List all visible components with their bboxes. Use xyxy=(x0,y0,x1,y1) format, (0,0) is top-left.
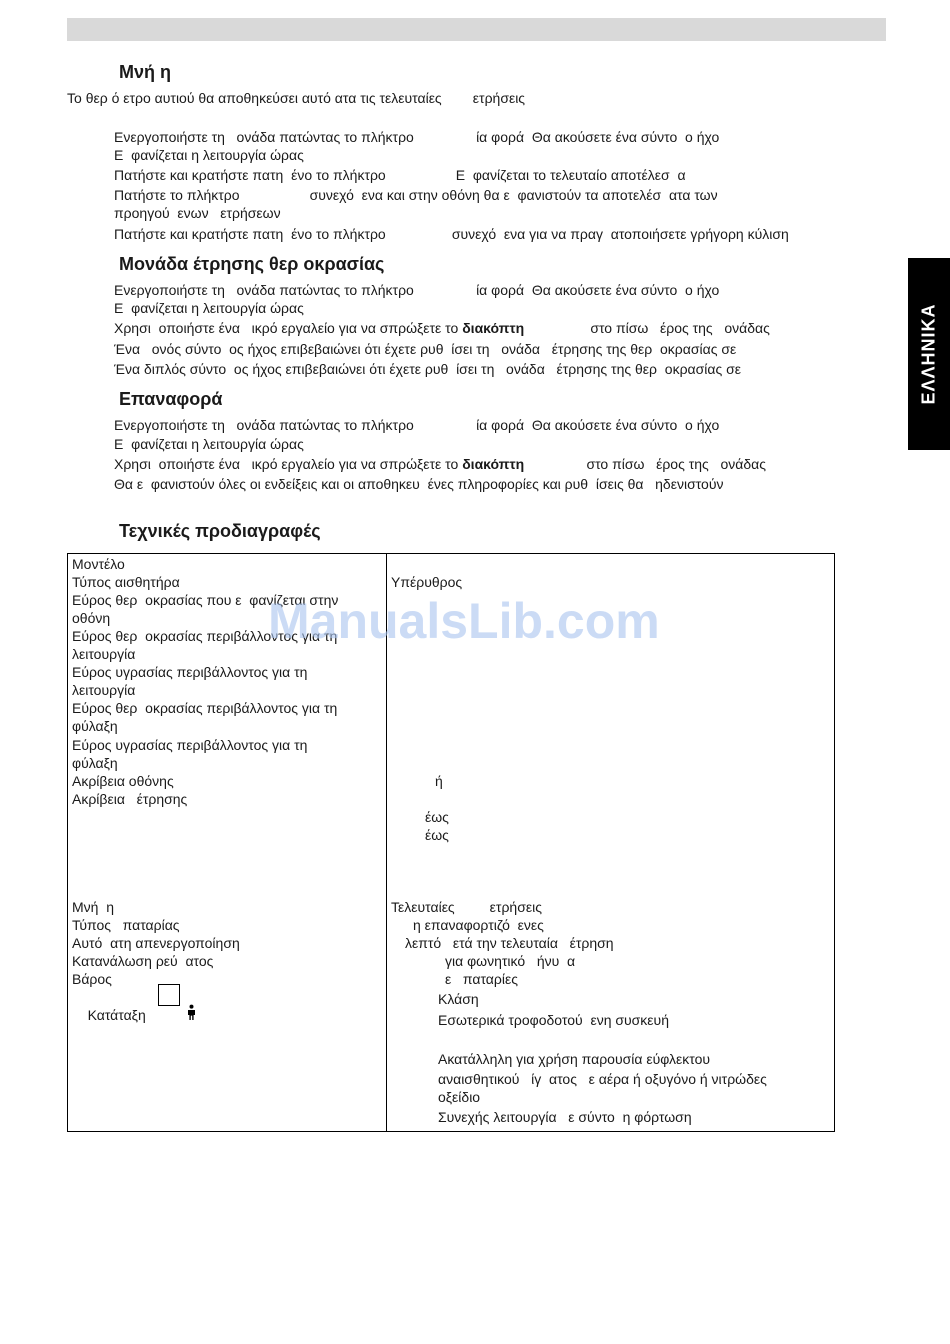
unit-heading: Μονάδα έτρησης θερ οκρασίας xyxy=(119,254,385,274)
reset-line-2: Ε φανίζεται η λειτουργία ώρας xyxy=(114,436,304,452)
memory-line-1: Ενεργοποιήστε τη ονάδα πατώντας το πλήκτρο ία φορά Θα ακούσετε ένα σύντο ο ήχο xyxy=(114,129,720,145)
spec-value-accuracy-range-2: έως xyxy=(425,827,449,843)
unit-line-3-pre: Χρησι οποιήστε ένα ικρό εργαλείο για να σπρώξετε το xyxy=(114,320,463,336)
reset-line-3-pre: Χρησι οποιήστε ένα ικρό εργαλείο για να σπρώξετε το xyxy=(114,456,463,472)
spec-label-measure-accuracy: Ακρίβεια έτρησης xyxy=(72,791,188,807)
spec-label-consumption: Κατανάλωση ρεύ ατος xyxy=(72,953,214,969)
spec-value-operation: Συνεχής λειτουργία ε σύντο η φόρτωση xyxy=(438,1109,692,1125)
spec-value-warning-1: Ακατάλληλη για χρήση παρουσία εύφλεκτου xyxy=(438,1051,711,1067)
spec-label-op-temp-2: λειτουργία xyxy=(72,646,136,662)
memory-line-6: Πατήστε και κρατήστε πατη ένο το πλήκτρο συνεχό ενα για να πραγ ατοποιήσετε γρήγορη κύλιση xyxy=(114,226,789,242)
reset-line-1: Ενεργοποιήστε τη ονάδα πατώντας το πλήκτρο ία φορά Θα ακούσετε ένα σύντο ο ήχο xyxy=(114,417,720,433)
spec-value-consumption: για φωνητικό ήνυ α xyxy=(445,953,576,969)
unit-line-3-post: στο πίσω έρος της ονάδας xyxy=(524,320,770,336)
spec-label-op-humidity-2: λειτουργία xyxy=(72,682,136,698)
spec-label-classification: Κατάταξη xyxy=(87,1007,146,1023)
spec-label-storage-humidity: Εύρος υγρασίας περιβάλλοντος για τη xyxy=(72,737,308,753)
unit-line-5: Ένα διπλός σύντο ος ήχος επιβεβαιώνει ότι έχετε ρυθ ίσει τη ονάδα έτρησης της θερ οκρασίας σε xyxy=(114,361,741,377)
spec-label-classification-row xyxy=(72,988,146,1060)
unit-line-4: Ένα ονός σύντο ος ήχος επιβεβαιώνει ότι έχετε ρυθ ίσει τη ονάδα έτρησης της θερ οκρασίας σε xyxy=(114,341,737,357)
unit-line-3 xyxy=(114,320,770,337)
spec-value-battery: η επαναφορτιζό ενες xyxy=(413,917,544,933)
spec-label-auto-off: Αυτό ατη απενεργοποίηση xyxy=(72,935,240,951)
memory-line-5: προηγού ενων ετρήσεων xyxy=(114,205,281,221)
reset-line-3-post: στο πίσω έρος της ονάδας xyxy=(524,456,766,472)
spec-label-display-range-2: οθόνη xyxy=(72,610,111,626)
header-bar xyxy=(67,18,886,41)
spec-value-warning-3: οξείδιο xyxy=(438,1089,481,1105)
spec-value-weight: ε παταρίες xyxy=(445,971,518,987)
spec-value-display-accuracy: ή xyxy=(435,773,443,789)
reset-line-3 xyxy=(114,456,766,473)
reset-line-4: Θα ε φανιστούν όλες οι ενδείξεις και οι αποθηκευ ένες πληροφορίες και ρυθ ίσεις θα ηδενιστούν xyxy=(114,476,724,492)
spec-label-sensor: Τύπος αισθητήρα xyxy=(72,574,180,590)
spec-value-accuracy-range-1: έως xyxy=(425,809,449,825)
spec-value-sensor: Υπέρυθρος xyxy=(391,574,463,590)
unit-line-2: Ε φανίζεται η λειτουργία ώρας xyxy=(114,300,304,316)
memory-intro: Το θερ ό ετρο αυτιού θα αποθηκεύσει αυτό ατα τις τελευταίες ετρήσεις xyxy=(67,90,526,106)
spec-label-display-range: Εύρος θερ οκρασίας που ε φανίζεται στην xyxy=(72,592,339,608)
spec-label-memory: Μνή η xyxy=(72,899,115,915)
reset-heading: Επαναφορά xyxy=(119,389,223,409)
spec-value-power: Εσωτερικά τροφοδοτού ενη συσκευή xyxy=(438,1012,669,1028)
spec-label-storage-temp-2: φύλαξη xyxy=(72,718,118,734)
spec-label-model: Μοντέλο xyxy=(72,556,125,572)
language-tab xyxy=(908,258,950,450)
spec-value-warning-2: αναισθητικού ίγ ατος ε αέρα ή οξυγόνο ή νιτρώδες xyxy=(438,1071,767,1087)
spec-value-class: Κλάση xyxy=(438,991,479,1007)
language-tab-label: ΕΛΛΗΝΙΚΑ xyxy=(918,303,939,405)
spec-label-op-humidity: Εύρος υγρασίας περιβάλλοντος για τη xyxy=(72,664,308,680)
unit-line-1: Ενεργοποιήστε τη ονάδα πατώντας το πλήκτρο ία φορά Θα ακούσετε ένα σύντο ο ήχο xyxy=(114,282,720,298)
spec-label-storage-humidity-2: φύλαξη xyxy=(72,755,118,771)
memory-heading: Μνή η xyxy=(119,62,171,82)
spec-value-memory: Τελευταίες ετρήσεις xyxy=(391,899,542,915)
memory-line-4: Πατήστε το πλήκτρο συνεχό ενα και στην οθόνη θα ε φανιστούν τα αποτελέσ ατα των xyxy=(114,187,718,203)
unit-switch-label: διακόπτη xyxy=(462,320,525,336)
reset-switch-label: διακόπτη xyxy=(462,456,525,472)
memory-line-3: Πατήστε και κρατήστε πατη ένο το πλήκτρο Ε φανίζεται το τελευταίο αποτέλεσ α xyxy=(114,167,686,183)
watermark: ManualsLib.com xyxy=(268,593,660,649)
spec-label-storage-temp: Εύρος θερ οκρασίας περιβάλλοντος για τη xyxy=(72,700,338,716)
memory-line-2: Ε φανίζεται η λειτουργία ώρας xyxy=(114,147,304,163)
spec-label-battery: Τύπος παταρίας xyxy=(72,917,180,933)
bf-person-icon xyxy=(158,984,180,1006)
spec-label-op-temp: Εύρος θερ οκρασίας περιβάλλοντος για τη xyxy=(72,628,338,644)
specs-heading: Τεχνικές προδιαγραφές xyxy=(119,521,321,541)
spec-label-display-accuracy: Ακρίβεια οθόνης xyxy=(72,773,174,789)
spec-label-weight: Βάρος xyxy=(72,971,112,987)
spec-value-auto-off: λεπτό ετά την τελευταία έτρηση xyxy=(405,935,614,951)
